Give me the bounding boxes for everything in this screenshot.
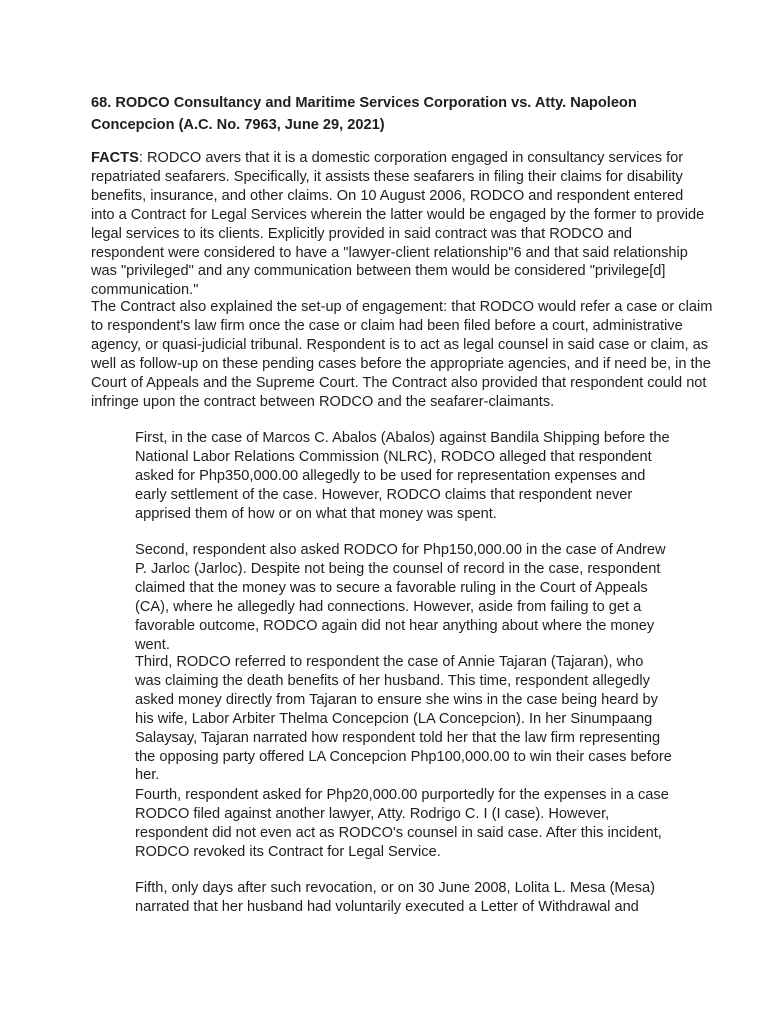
facts-paragraph	[91, 149, 709, 300]
case-title: 68. RODCO Consultancy and Maritime Services Corporation vs. Atty. Napoleon Concepcion (A.C. No. 7963, June 29, 2021)	[91, 95, 637, 133]
contract-paragraph: The Contract also explained the set-up of engagement: that RODCO would refer a case or claim to respondent's law firm once the case or claim had been filed before a court, administrative agency, or quasi-judicial tribunal. Respondent is to act as legal counsel in said case or claim, as well as follow-up on these pending cases before the appropriate agencies, and if need be, in the Court of Appeals and the Supreme Court. The Contract also provided that respondent could not infringe upon the contract between RODCO and the seafarer-claimants.	[91, 299, 713, 410]
allegation-second: Second, respondent also asked RODCO for Php150,000.00 in the case of Andrew P. Jarloc (Jarloc). Despite not being the counsel of record in the case, respondent claimed that the money was to secure a favorable ruling in the Court of Appeals (CA), where he allegedly had connections. However, aside from failing to get a favorable outcome, RODCO again did not hear anything about where the money went.	[135, 542, 666, 653]
facts-text: : RODCO avers that it is a domestic corporation engaged in consultancy services for repatriated seafarers. Specifically, it assists these seafarers in filing their claims for disability benefits, insurance, and other claims. On 10 August 2006, RODCO and respondent entered into a Contract for Legal Services wherein the latter would be engaged by the former to provide legal services to its clients. Explicitly provided in said contract was that RODCO and respondent were considered to have a "lawyer-client relationship"6 and that said relationship was "privileged" and any communication between them would be considered "privilege[d] communication."	[91, 150, 705, 299]
allegation-first: First, in the case of Marcos C. Abalos (Abalos) against Bandila Shipping before the National Labor Relations Commission (NLRC), RODCO alleged that respondent asked for Php350,000.00 allegedly to be used for representation expenses and early settlement of the case. However, RODCO claims that respondent never apprised them of how or on what that money was spent.	[135, 430, 670, 522]
allegation-third: Third, RODCO referred to respondent the case of Annie Tajaran (Tajaran), who was claiming the death benefits of her husband. This time, respondent allegedly asked money directly from Tajaran to ensure she wins in the case being heard by his wife, Labor Arbiter Thelma Concepcion (LA Concepcion). In her Sinumpaang Salaysay, Tajaran narrated how respondent told her that the law firm representing the opposing party offered LA Concepcion Php100,000.00 to win their cases before her.	[135, 654, 672, 784]
allegation-fifth: Fifth, only days after such revocation, or on 30 June 2008, Lolita L. Mesa (Mesa) narrated that her husband had voluntarily executed a Letter of Withdrawal and	[135, 880, 655, 915]
allegation-fourth: Fourth, respondent asked for Php20,000.00 purportedly for the expenses in a case RODCO filed against another lawyer, Atty. Rodrigo C. I (I case). However, respondent did not even act as RODCO's counsel in said case. After this incident, RODCO revoked its Contract for Legal Service.	[135, 787, 669, 860]
facts-label: FACTS	[91, 150, 139, 166]
